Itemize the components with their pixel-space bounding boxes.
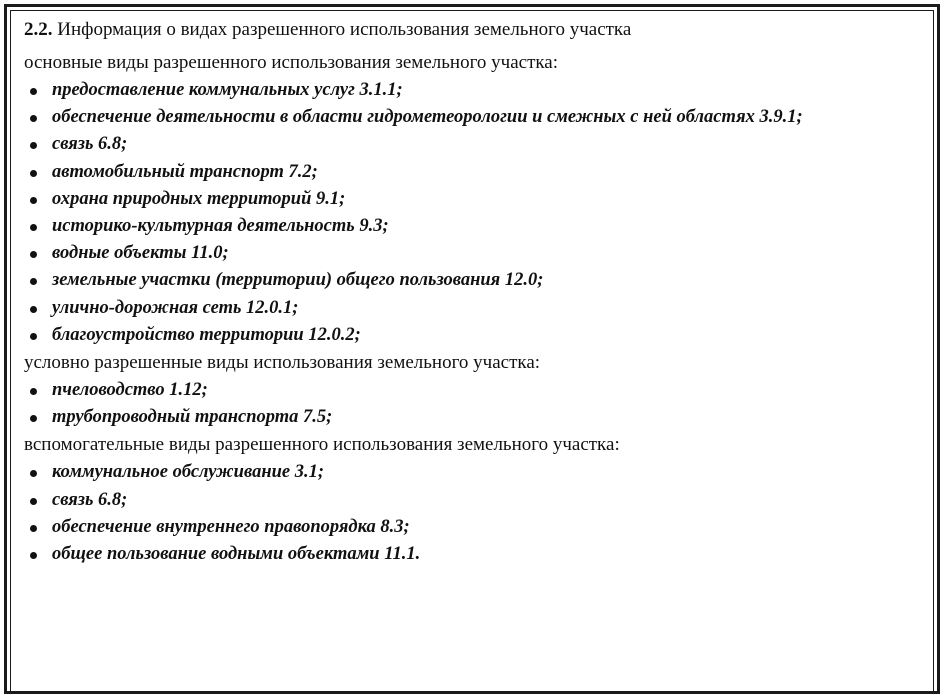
bullet-icon [30,470,37,477]
list-item [24,213,904,240]
list-item-text: автомобильный транспорт 7.2; [52,161,318,182]
list-item-text: связь 6.8; [52,489,128,510]
list-item-text: связь 6.8; [52,134,128,155]
section-number: 2.2. [24,19,53,40]
list-item [24,159,904,186]
list-item-text: пчеловодство 1.12; [52,380,208,401]
list-item [24,77,904,104]
list-item [24,131,904,158]
bullet-icon [30,251,37,258]
bullet-icon [30,552,37,559]
bullet-icon [30,415,37,422]
bullet-icon [30,525,37,532]
bullet-icon [30,224,37,231]
auxiliary-uses-label: вспомогательные виды разрешенного использования земельного участка: [24,434,620,456]
list-item [24,322,904,349]
list-item-text: предоставление коммунальных услуг 3.1.1; [52,80,403,100]
bullet-icon [30,115,37,122]
list-item [24,104,904,131]
main-uses-label: основные виды разрешенного использования земельного участка: [24,52,559,73]
list-item-text: историко-культурная деятельность 9.3; [52,216,389,237]
conditional-uses-label: условно разрешенные виды использования земельного участка: [24,352,541,374]
list-item-text: коммунальное обслуживание 3.1; [52,462,325,483]
section-heading [24,16,904,44]
list-item [24,295,904,322]
list-item [24,240,904,267]
conditional-uses-list [24,377,904,431]
main-uses-list [24,77,904,349]
list-item-text: общее пользование водными объектами 11.1. [52,544,421,565]
bullet-icon [30,170,37,177]
list-item-text: обеспечение внутреннего правопорядка 8.3; [52,516,410,537]
bullet-icon [30,306,37,313]
bullet-icon [30,333,37,340]
list-item-text: трубопроводный транспорта 7.5; [52,407,333,428]
bullet-icon [30,278,37,285]
list-item [24,404,904,431]
auxiliary-uses-list [24,459,904,568]
list-item [24,487,904,514]
bullet-icon [30,498,37,505]
list-item [24,459,904,486]
list-item-text: обеспечение деятельности в области гидрометеорологии и смежных с ней областях 3.9.1; [52,107,803,128]
bullet-icon [30,388,37,395]
list-item-text: улично-дорожная сеть 12.0.1; [52,297,299,318]
list-item [24,377,904,404]
list-item [24,514,904,541]
section-title: Информация о видах разрешенного использования земельного участка [57,19,632,40]
list-item-text: земельные участки (территории) общего пользования 12.0; [52,270,544,291]
list-item [24,541,904,568]
bullet-icon [30,88,37,95]
list-item-text: водные объекты 11.0; [52,243,229,264]
bullet-icon [30,142,37,149]
document-body [24,16,904,568]
bullet-icon [30,197,37,204]
list-item-text: охрана природных территорий 9.1; [52,188,346,209]
list-item-text: благоустройство территории 12.0.2; [52,324,361,345]
list-item [24,267,904,294]
list-item [24,186,904,213]
